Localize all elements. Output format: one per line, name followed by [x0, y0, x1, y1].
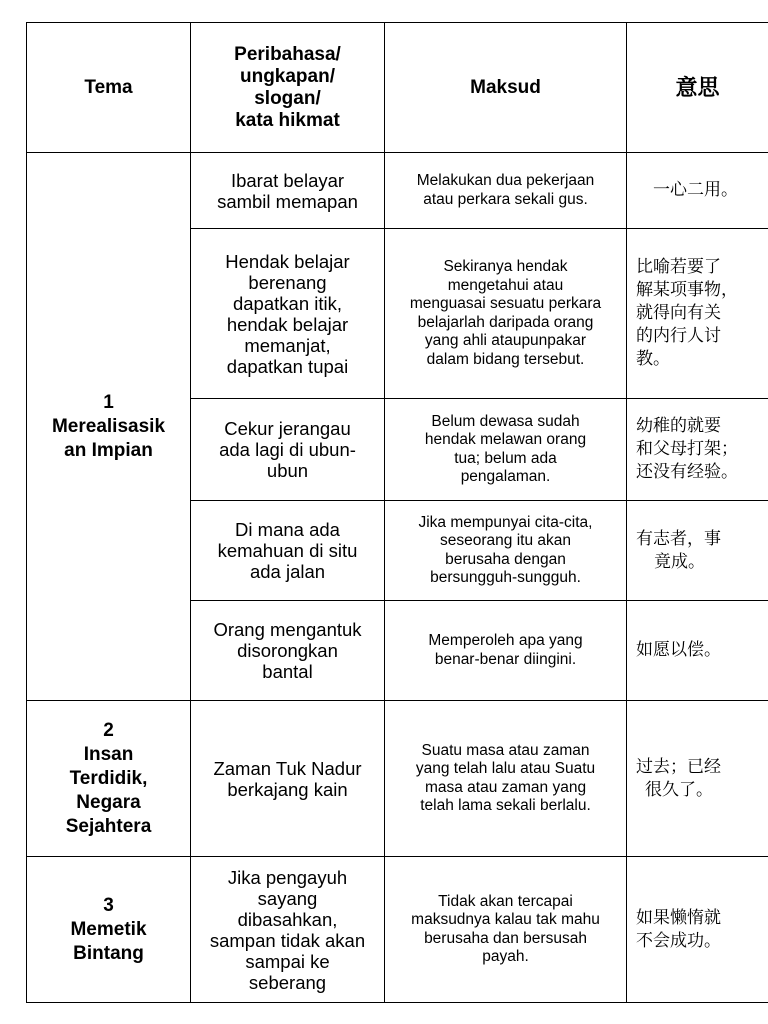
header-row: [27, 23, 768, 153]
maksud-cell: Memperoleh apa yang benar-benar diingini.: [385, 601, 627, 701]
proverb-table: [26, 22, 768, 1003]
peribahasa-cell: Hendak belajar berenang dapatkan itik, hendak belajar memanjat, dapatkan tupai: [191, 229, 385, 399]
maksud-cell: Tidak akan tercapai maksudnya kalau tak mahu berusaha dan bersusah payah.: [385, 857, 627, 1003]
yisi-cell: 过去；已经 很久了。: [627, 701, 768, 857]
yisi-cell: 有志者，事 竟成。: [627, 501, 768, 601]
peribahasa-cell: Jika pengayuh sayang dibasahkan, sampan tidak akan sampai ke seberang: [191, 857, 385, 1003]
header-peribahasa: Peribahasa/ ungkapan/ slogan/ kata hikmat: [191, 23, 385, 153]
header-tema: Tema: [27, 23, 191, 153]
header-yisi: 意思: [627, 23, 768, 153]
maksud-cell: Sekiranya hendak mengetahui atau menguasai sesuatu perkara belajarlah daripada orang yang ahli ataupunpakar dalam bidang tersebut.: [385, 229, 627, 399]
yisi-cell: 幼稚的就要 和父母打架； 还没有经验。: [627, 399, 768, 501]
peribahasa-cell: Cekur jerangau ada lagi di ubun- ubun: [191, 399, 385, 501]
maksud-cell: Jika mempunyai cita-cita, seseorang itu akan berusaha dengan bersungguh-sungguh.: [385, 501, 627, 601]
yisi-cell: 如果懒惰就 不会成功。: [627, 857, 768, 1003]
peribahasa-cell: Orang mengantuk disorongkan bantal: [191, 601, 385, 701]
theme-cell-1: 1 Merealisasik an Impian: [27, 153, 191, 701]
header-maksud: Maksud: [385, 23, 627, 153]
maksud-cell: Melakukan dua pekerjaan atau perkara sekali gus.: [385, 153, 627, 229]
table-row: [27, 857, 768, 1003]
theme-cell-2: 2 Insan Terdidik, Negara Sejahtera: [27, 701, 191, 857]
maksud-cell: Belum dewasa sudah hendak melawan orang tua; belum ada pengalaman.: [385, 399, 627, 501]
peribahasa-cell: Di mana ada kemahuan di situ ada jalan: [191, 501, 385, 601]
yisi-cell: 如愿以偿。: [627, 601, 768, 701]
yisi-cell: 比喻若要了 解某项事物， 就得向有关 的内行人讨 教。: [627, 229, 768, 399]
maksud-cell: Suatu masa atau zaman yang telah lalu atau Suatu masa atau zaman yang telah lama sekali berlalu.: [385, 701, 627, 857]
theme-cell-3: 3 Memetik Bintang: [27, 857, 191, 1003]
peribahasa-cell: Ibarat belayar sambil memapan: [191, 153, 385, 229]
yisi-cell: 一心二用。: [627, 153, 768, 229]
peribahasa-cell: Zaman Tuk Nadur berkajang kain: [191, 701, 385, 857]
table-row: [27, 701, 768, 857]
table-row: [27, 153, 768, 229]
